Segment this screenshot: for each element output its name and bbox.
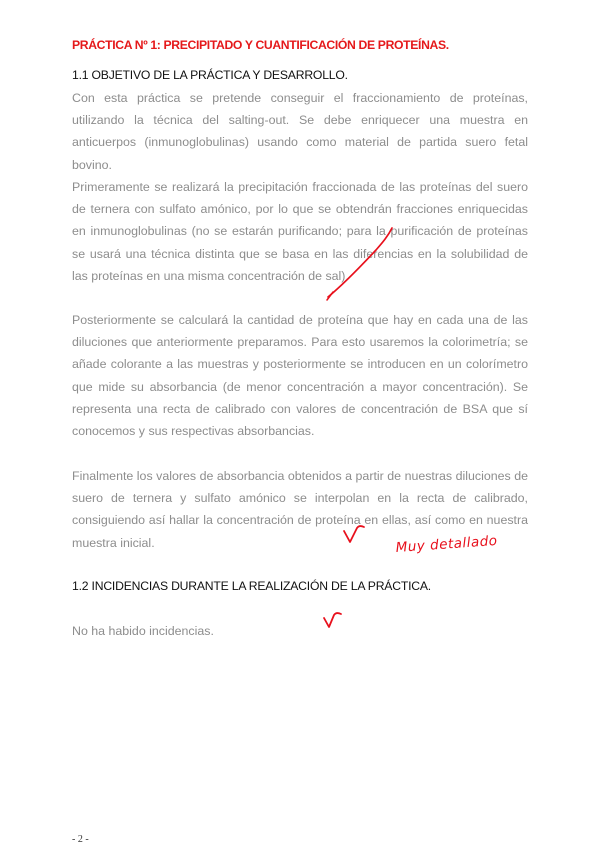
paragraph: Primeramente se realizará la precipitación fraccionada de las proteínas del suero de ternera con sulfato amónico, por lo que se obtendrán fracciones enriquecidas en inmunoglobulinas (no se estarán purificando; para la purificación de proteínas se usará una técnica distinta que se basa en las diferencias en la solubilidad de las proteínas en una misma concentración de sal). (72, 180, 528, 283)
paragraph: Posteriormente se calculará la cantidad de proteína que hay en cada una de las diluciones que anteriormente preparamos. Para esto usaremos la colorimetría; se añade colorante a las muestras y posteriormente se introducen en un colorímetro que mide su absorbancia (de menor concentración a mayor concentración). Se representa una recta de calibrado con valores de concentración de BSA que sí conocemos y sus respectivas absorbancias. (72, 313, 528, 439)
correction-tick-mark (327, 292, 333, 300)
section-heading-incidences: 1.2 INCIDENCIAS DURANTE LA REALIZACIÓN DE LA PRÁCTICA. (72, 579, 431, 593)
handwritten-comment: Muy detallado (395, 532, 499, 556)
page-title: PRÁCTICA Nº 1: PRECIPITADO Y CUANTIFICACIÓN DE PROTEÍNAS. (72, 38, 449, 52)
check-mark-icon (324, 613, 341, 627)
incidences-text: No ha habido incidencias. (72, 624, 214, 638)
paragraph: Finalmente los valores de absorbancia obtenidos a partir de nuestras diluciones de suero de ternera y sulfato amónico se interpolan en la recta de calibrado, consiguiendo así hallar la concentración de proteína en ellas, así como en nuestra muestra inicial. (72, 469, 528, 550)
page-number: - 2 - (72, 834, 89, 845)
paragraph: Con esta práctica se pretende conseguir el fraccionamiento de proteínas, utilizando la técnica del salting-out. Se debe enriquecer una muestra en anticuerpos (inmunoglobulinas) usando como material de partida suero fetal bovino. (72, 91, 528, 172)
section-heading-objective: 1.1 OBJETIVO DE LA PRÁCTICA Y DESARROLLO. (72, 68, 348, 82)
